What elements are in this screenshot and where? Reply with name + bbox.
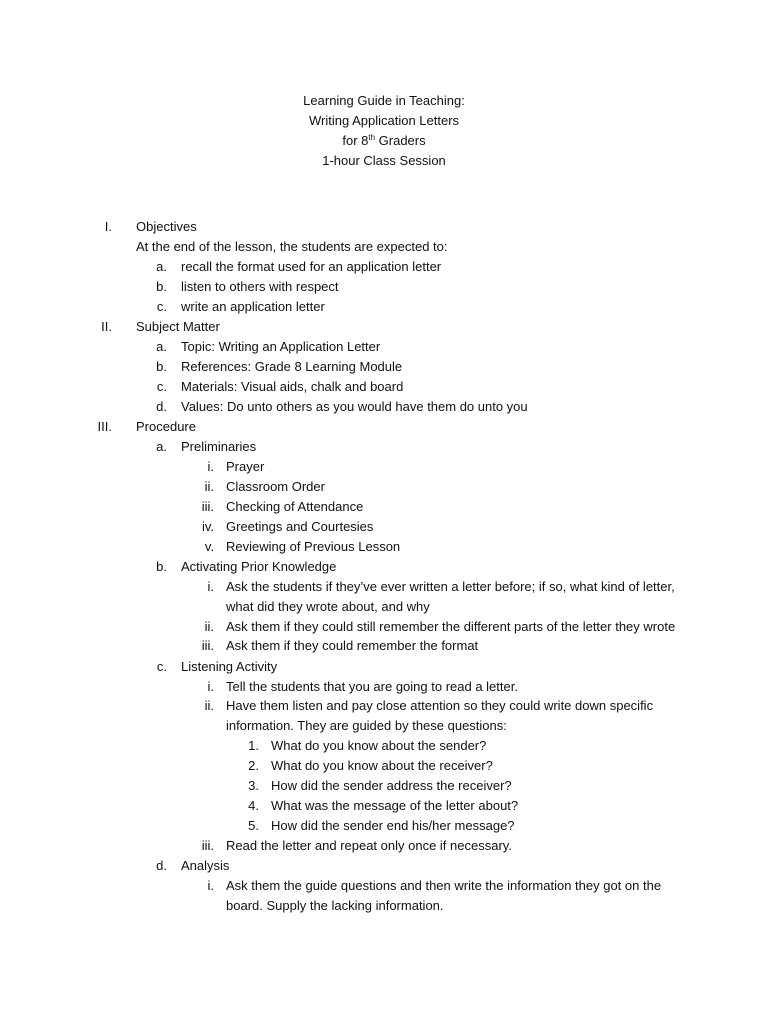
list-marker: b. xyxy=(156,359,167,374)
list-item: Greetings and Courtesies xyxy=(226,519,374,534)
list-item: Read the letter and repeat only once if necessary. xyxy=(226,838,512,853)
title-line-2: Writing Application Letters xyxy=(308,113,460,128)
list-marker: ii. xyxy=(204,479,214,494)
list-marker: i. xyxy=(207,679,214,694)
list-marker: v. xyxy=(204,539,214,554)
section-numeral: I. xyxy=(104,219,112,234)
question-marker: 1. xyxy=(248,738,259,753)
list-marker: c. xyxy=(156,299,167,314)
subsection-marker: d. xyxy=(156,858,167,873)
section-heading: Subject Matter xyxy=(136,319,220,334)
list-item: Classroom Order xyxy=(226,479,325,494)
question-marker: 3. xyxy=(248,778,259,793)
question-item: How did the sender end his/her message? xyxy=(271,818,515,833)
subsection-marker: a. xyxy=(156,439,167,454)
list-item: recall the format used for an application letter xyxy=(181,259,442,274)
question-marker: 2. xyxy=(248,758,259,773)
list-item: Reviewing of Previous Lesson xyxy=(226,539,401,554)
list-item: Values: Do unto others as you would have them do unto you xyxy=(181,399,528,414)
list-item: Checking of Attendance xyxy=(226,499,364,514)
list-item: Materials: Visual aids, chalk and board xyxy=(181,379,404,394)
list-marker: b. xyxy=(156,279,167,294)
list-marker: i. xyxy=(207,878,214,893)
section-heading: Procedure xyxy=(136,419,196,434)
section-intro: At the end of the lesson, the students are expected to: xyxy=(136,239,448,254)
section-heading: Objectives xyxy=(136,219,197,234)
question-item: What was the message of the letter about? xyxy=(271,798,519,813)
list-item: Topic: Writing an Application Letter xyxy=(181,339,381,354)
title-line-4: 1-hour Class Session xyxy=(322,153,446,168)
list-marker: d. xyxy=(156,399,167,414)
list-item: write an application letter xyxy=(181,299,325,314)
list-item: Ask them if they could remember the format xyxy=(226,638,479,653)
question-item: How did the sender address the receiver? xyxy=(271,778,512,793)
list-marker: iv. xyxy=(201,519,214,534)
list-marker: iii. xyxy=(201,499,214,514)
list-marker: c. xyxy=(156,379,167,394)
subsection-heading: Listening Activity xyxy=(181,659,278,674)
subsection-marker: c. xyxy=(156,659,167,674)
title-line-3 xyxy=(0,133,768,149)
list-item: listen to others with respect xyxy=(181,279,339,294)
list-marker: a. xyxy=(156,339,167,354)
list-item-continuation: what did they wrote about, and why xyxy=(226,599,430,614)
section-numeral: II. xyxy=(101,319,112,334)
list-item: Tell the students that you are going to read a letter. xyxy=(226,679,518,694)
list-item-continuation: information. They are guided by these questions: xyxy=(226,718,507,733)
list-item: Prayer xyxy=(226,459,265,474)
list-marker: iii. xyxy=(201,838,214,853)
subsection-heading: Preliminaries xyxy=(181,439,257,454)
list-item: Ask the students if they’ve ever written a letter before; if so, what kind of letter, xyxy=(226,579,675,594)
list-marker: ii. xyxy=(204,698,214,713)
title-line-3-sup: th xyxy=(368,133,376,142)
list-marker: ii. xyxy=(204,619,214,634)
list-item-continuation: board. Supply the lacking information. xyxy=(226,898,444,913)
subsection-marker: b. xyxy=(156,559,167,574)
list-item: Ask them if they could still remember the different parts of the letter they wrote xyxy=(226,619,676,634)
title-line-3-post: Graders xyxy=(375,133,426,148)
section-numeral: III. xyxy=(97,419,112,434)
title-line-3-pre: for 8 xyxy=(342,133,369,148)
subsection-heading: Analysis xyxy=(181,858,230,873)
subsection-heading: Activating Prior Knowledge xyxy=(181,559,337,574)
list-marker: i. xyxy=(207,459,214,474)
question-marker: 4. xyxy=(248,798,259,813)
question-item: What do you know about the receiver? xyxy=(271,758,493,773)
question-item: What do you know about the sender? xyxy=(271,738,487,753)
question-marker: 5. xyxy=(248,818,259,833)
list-item: Ask them the guide questions and then write the information they got on the xyxy=(226,878,662,893)
list-marker: i. xyxy=(207,579,214,594)
list-item: References: Grade 8 Learning Module xyxy=(181,359,403,374)
title-line-1: Learning Guide in Teaching: xyxy=(303,93,465,108)
list-marker: iii. xyxy=(201,638,214,653)
list-marker: a. xyxy=(156,259,167,274)
list-item: Have them listen and pay close attention so they could write down specific xyxy=(226,698,654,713)
